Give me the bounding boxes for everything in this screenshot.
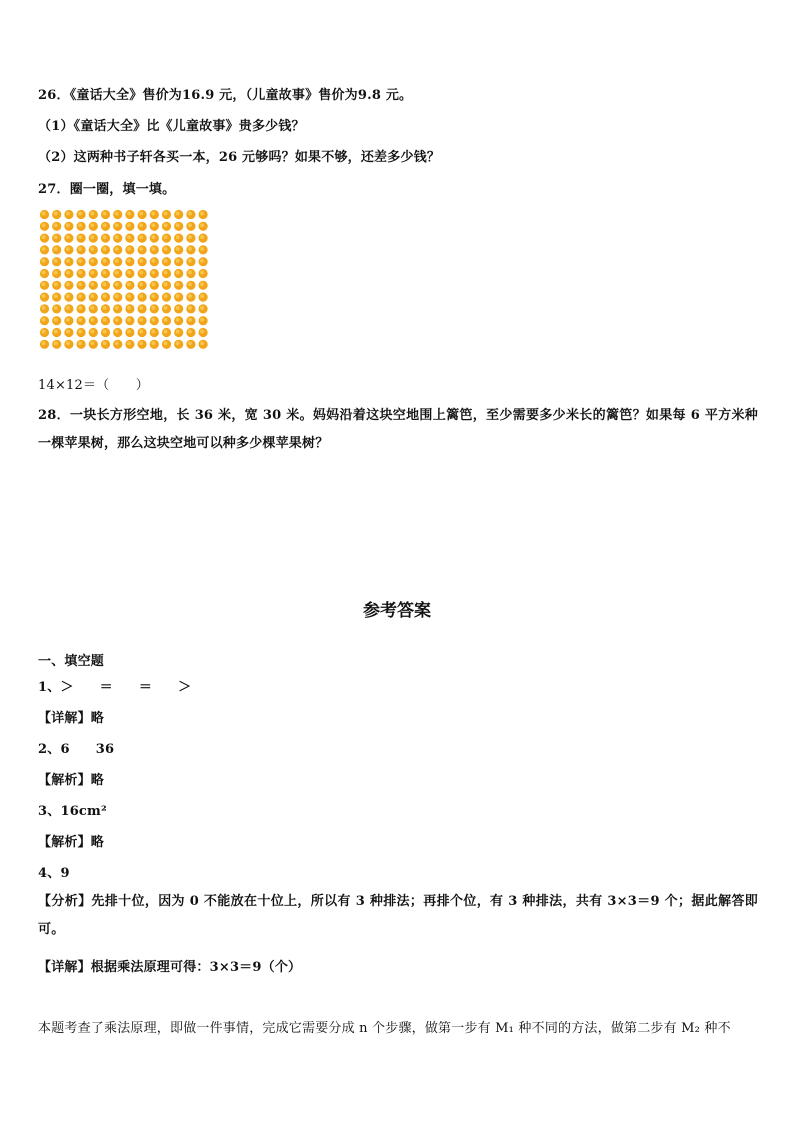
grid-dot-highlight (103, 259, 107, 263)
grid-dot-highlight (164, 341, 168, 345)
grid-dot-highlight (188, 282, 192, 286)
grid-dot-highlight (90, 223, 94, 227)
grid-dot-highlight (115, 330, 119, 334)
grid-dot-highlight (42, 212, 46, 216)
grid-dot-highlight (200, 330, 204, 334)
grid-dot-highlight (42, 294, 46, 298)
grid-dot-highlight (127, 306, 131, 310)
grid-dot-highlight (115, 271, 119, 275)
grid-dot-highlight (90, 318, 94, 322)
grid-dot-highlight (127, 271, 131, 275)
q27-stem: 27．圈一圈，填一填。 (38, 182, 176, 197)
grid-dot-highlight (90, 330, 94, 334)
grid-dot-highlight (115, 341, 119, 345)
grid-dot-highlight (78, 294, 82, 298)
grid-dot-highlight (54, 306, 58, 310)
q26-stem: 26．《童话大全》售价为16.9 元，（儿童故事》售价为9.8 元。 (38, 88, 413, 103)
grid-dot-highlight (66, 259, 70, 263)
grid-dot-highlight (188, 294, 192, 298)
answer-1-note: 【详解】略 (38, 711, 105, 726)
grid-dot-highlight (66, 330, 70, 334)
grid-dot-highlight (200, 235, 204, 239)
grid-dot-highlight (200, 306, 204, 310)
grid-dot-highlight (103, 235, 107, 239)
grid-dot-highlight (42, 306, 46, 310)
grid-dot-highlight (54, 294, 58, 298)
grid-dot-highlight (151, 247, 155, 251)
grid-dot-highlight (115, 282, 119, 286)
grid-dot-highlight (78, 212, 82, 216)
grid-dot-highlight (176, 306, 180, 310)
grid-dot-highlight (200, 318, 204, 322)
grid-dot-highlight (54, 341, 58, 345)
grid-dot-highlight (151, 223, 155, 227)
grid-dot-highlight (151, 282, 155, 286)
answer-2-value: 36 (95, 742, 115, 757)
q26-part2: （2）这两种书子轩各买一本，26 元够吗？如果不够，还差多少钱？ (38, 150, 441, 165)
grid-dot-highlight (78, 318, 82, 322)
grid-dot-highlight (90, 294, 94, 298)
grid-dot-highlight (176, 235, 180, 239)
answer-2-number: 2、 (38, 742, 61, 757)
grid-dot-highlight (90, 282, 94, 286)
answer-2 (38, 738, 114, 757)
grid-dot-highlight (200, 341, 204, 345)
grid-dot-highlight (151, 341, 155, 345)
answer-4: 4、9 (38, 866, 70, 881)
grid-dot-highlight (164, 223, 168, 227)
section-heading: 一、填空题 (38, 654, 105, 669)
grid-dot-highlight (188, 259, 192, 263)
grid-dot-highlight (176, 247, 180, 251)
grid-dot-highlight (42, 235, 46, 239)
grid-dot-highlight (139, 235, 143, 239)
grid-dot-highlight (176, 212, 180, 216)
grid-dot-highlight (139, 318, 143, 322)
grid-dot-highlight (42, 247, 46, 251)
grid-dot-highlight (42, 223, 46, 227)
grid-dot-highlight (42, 259, 46, 263)
grid-dot-highlight (188, 306, 192, 310)
grid-dot-highlight (115, 259, 119, 263)
grid-dot-highlight (127, 212, 131, 216)
answer-3-note: 【解析】略 (38, 835, 105, 850)
grid-dot-highlight (103, 212, 107, 216)
grid-dot-highlight (151, 271, 155, 275)
grid-dot-highlight (127, 235, 131, 239)
answer-3: 3、16cm² (38, 804, 107, 819)
grid-dot-highlight (42, 318, 46, 322)
grid-dot-highlight (188, 212, 192, 216)
grid-dot-highlight (90, 259, 94, 263)
grid-dot-highlight (139, 247, 143, 251)
grid-dot-highlight (151, 330, 155, 334)
grid-dot-highlight (54, 318, 58, 322)
answer-1-value: ＝ (99, 680, 113, 695)
grid-dot-highlight (151, 294, 155, 298)
grid-dot-highlight (139, 259, 143, 263)
grid-dot-highlight (200, 259, 204, 263)
grid-dot-highlight (66, 223, 70, 227)
grid-dot-highlight (103, 318, 107, 322)
grid-dot-highlight (164, 212, 168, 216)
answer-1 (38, 676, 191, 695)
grid-dot-highlight (78, 223, 82, 227)
grid-dot-highlight (115, 306, 119, 310)
grid-dot-highlight (139, 271, 143, 275)
grid-dot-highlight (66, 318, 70, 322)
grid-dot-highlight (139, 341, 143, 345)
grid-dot-highlight (103, 271, 107, 275)
grid-dot-highlight (78, 341, 82, 345)
grid-dot-highlight (78, 271, 82, 275)
grid-dot-highlight (176, 318, 180, 322)
grid-dot-highlight (164, 306, 168, 310)
grid-dot-highlight (90, 247, 94, 251)
grid-dot-highlight (176, 282, 180, 286)
grid-dot-highlight (90, 271, 94, 275)
dot-grid-image (39, 209, 213, 357)
grid-dot-highlight (200, 271, 204, 275)
answer-4-detail: 【详解】根据乘法原理可得：3×3＝9（个） (38, 960, 302, 975)
grid-dot-highlight (200, 223, 204, 227)
grid-dot-highlight (164, 235, 168, 239)
answer-1-value: ＞ (178, 680, 192, 695)
grid-dot-highlight (188, 247, 192, 251)
grid-dot-highlight (54, 259, 58, 263)
grid-dot-highlight (90, 235, 94, 239)
grid-dot-highlight (90, 341, 94, 345)
grid-dot-highlight (164, 294, 168, 298)
grid-dot-highlight (90, 212, 94, 216)
grid-dot-highlight (164, 271, 168, 275)
grid-dot-highlight (176, 271, 180, 275)
grid-dot-highlight (127, 330, 131, 334)
grid-dot-highlight (54, 223, 58, 227)
grid-dot-highlight (66, 306, 70, 310)
grid-dot-highlight (188, 235, 192, 239)
grid-dot-highlight (66, 282, 70, 286)
grid-dot-highlight (164, 259, 168, 263)
grid-dot-highlight (139, 330, 143, 334)
grid-dot-highlight (151, 235, 155, 239)
answer-1-value: ＝ (138, 680, 153, 695)
grid-dot-highlight (78, 247, 82, 251)
grid-dot-highlight (54, 247, 58, 251)
grid-dot-highlight (115, 318, 119, 322)
grid-dot-highlight (66, 212, 70, 216)
grid-dot-highlight (103, 223, 107, 227)
grid-dot-highlight (42, 330, 46, 334)
grid-dot-highlight (127, 223, 131, 227)
grid-dot-highlight (200, 282, 204, 286)
grid-dot-highlight (54, 235, 58, 239)
grid-dot-highlight (103, 306, 107, 310)
grid-dot-highlight (66, 271, 70, 275)
answer-1-number: 1、 (38, 680, 61, 695)
grid-dot-highlight (176, 341, 180, 345)
grid-dot-highlight (151, 306, 155, 310)
grid-dot-highlight (176, 223, 180, 227)
grid-dot-highlight (127, 282, 131, 286)
grid-dot-highlight (78, 259, 82, 263)
grid-dot-highlight (42, 282, 46, 286)
q28-text: 28．一块长方形空地，长 36 米，宽 30 米。妈妈沿着这块空地围上篱笆，至少需要多少米长的篱笆？如果每 6 平方米种一棵苹果树，那么这块空地可以种多少棵苹果树？ (38, 408, 758, 451)
grid-dot-highlight (127, 318, 131, 322)
grid-dot-highlight (176, 294, 180, 298)
grid-dot-highlight (139, 212, 143, 216)
grid-dot-highlight (164, 318, 168, 322)
grid-dot-highlight (42, 271, 46, 275)
summary-text: 本题考查了乘法原理，即做一件事情，完成它需要分成 n 个步骤，做第一步有 M₁ 种不同的方法，做第二步有 M₂ 种不 (38, 1021, 731, 1036)
grid-dot-highlight (115, 294, 119, 298)
grid-dot-highlight (188, 330, 192, 334)
answer-1-value: ＞ (60, 680, 74, 695)
grid-dot-highlight (103, 330, 107, 334)
grid-dot-highlight (66, 294, 70, 298)
grid-dot-highlight (90, 306, 94, 310)
answer-4-analysis: 【分析】先排十位，因为 0 不能放在十位上，所以有 3 种排法；再排个位，有 3 种排法，共有 3×3＝9 个；据此解答即可。 (38, 894, 758, 937)
answer-2-note: 【解析】略 (38, 773, 105, 788)
grid-dot-highlight (139, 294, 143, 298)
grid-dot-highlight (66, 341, 70, 345)
grid-dot-highlight (164, 282, 168, 286)
grid-dot-highlight (164, 330, 168, 334)
grid-dot-highlight (115, 223, 119, 227)
grid-dot-highlight (103, 247, 107, 251)
grid-dot-highlight (139, 282, 143, 286)
grid-dot-highlight (103, 282, 107, 286)
grid-dot-highlight (54, 212, 58, 216)
grid-dot-highlight (127, 247, 131, 251)
grid-dot-highlight (164, 247, 168, 251)
grid-dot-highlight (103, 341, 107, 345)
grid-dot-highlight (115, 235, 119, 239)
grid-dot-highlight (42, 341, 46, 345)
grid-dot-highlight (66, 235, 70, 239)
grid-dot-highlight (66, 247, 70, 251)
grid-dot-highlight (54, 271, 58, 275)
grid-dot-highlight (151, 212, 155, 216)
grid-dot-highlight (78, 306, 82, 310)
answer-2-value: 6 (60, 742, 70, 757)
grid-dot-highlight (127, 259, 131, 263)
grid-dot-highlight (200, 212, 204, 216)
grid-dot-highlight (188, 223, 192, 227)
grid-dot-highlight (151, 259, 155, 263)
grid-dot-highlight (200, 247, 204, 251)
grid-dot-highlight (115, 212, 119, 216)
grid-dot-highlight (176, 259, 180, 263)
grid-dot-highlight (54, 282, 58, 286)
grid-dot-highlight (78, 235, 82, 239)
grid-dot-highlight (176, 330, 180, 334)
q27-equation: 14×12＝（ ） (38, 378, 149, 393)
grid-dot-highlight (54, 330, 58, 334)
grid-dot-highlight (188, 318, 192, 322)
grid-dot-highlight (151, 318, 155, 322)
grid-dot-highlight (127, 294, 131, 298)
grid-dot-highlight (188, 341, 192, 345)
grid-dot-highlight (139, 306, 143, 310)
grid-dot-highlight (139, 223, 143, 227)
grid-dot-highlight (78, 282, 82, 286)
grid-dot-highlight (200, 294, 204, 298)
grid-dot-highlight (115, 247, 119, 251)
grid-dot-highlight (78, 330, 82, 334)
grid-dot-highlight (103, 294, 107, 298)
grid-dot-highlight (188, 271, 192, 275)
q26-part1: （1）《童话大全》比《儿童故事》贵多少钱？ (38, 119, 305, 134)
grid-dot-highlight (127, 341, 131, 345)
answers-title: 参考答案 (363, 601, 431, 621)
